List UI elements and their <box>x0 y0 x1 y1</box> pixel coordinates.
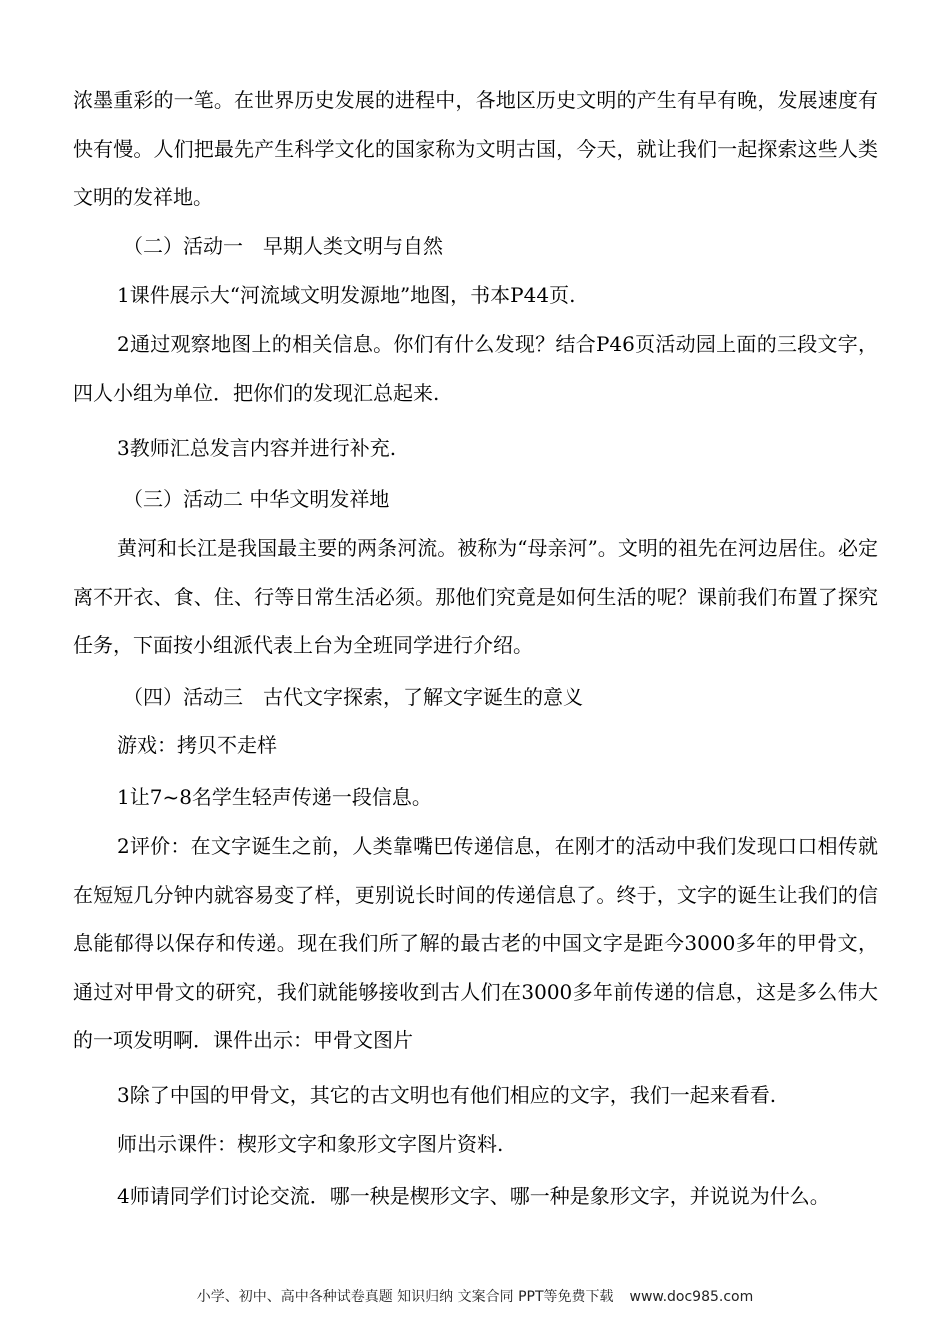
section-heading-activity-one: （二）活动一 早期人类文明与自然 <box>123 234 443 258</box>
footer-text: 小学、初中、高中各种试卷真题 知识归纳 文案合同 PPT等免费下载 <box>196 1289 614 1305</box>
list-item: 2通过观察地图上的相关信息。你们有什么发现？结合P46页活动园上面的三段文字，四人小组为单位．把你们的发现汇总起来. <box>73 332 878 405</box>
paragraph-intro-continuation: 浓墨重彩的一笔。在世界历史发展的进程中，各地区历史文明的产生有早有晚，发展速度有快有慢。人们把最先产生科学文化的国家称为文明古国，今天，就让我们一起探索这些人类文明的发祥地。 <box>73 88 878 209</box>
list-item: 1课件展示大“河流域文明发源地”地图，书本P44页. <box>117 283 576 307</box>
slide-note: 师出示课件：楔形文字和象形文字图片资料. <box>117 1132 504 1156</box>
list-item: 3除了中国的甲骨文，其它的古文明也有他们相应的文字，我们一起来看看. <box>117 1083 777 1107</box>
section-heading-activity-two: （三）活动二 中华文明发祥地 <box>123 487 390 511</box>
section-heading-activity-three: （四）活动三 古代文字探索，了解文字诞生的意义 <box>123 685 583 709</box>
list-item: 2评价：在文字诞生之前，人类靠嘴巴传递信息，在刚才的活动中我们发现口口相传就在短短几分钟内就容易变了样，更别说长时间的传递信息了。终于，文字的诞生让我们的信息能郁得以保存和传递。现在我们所了解的最古老的中国文字是距今3000多年的甲骨文，通过对甲骨文的研究，我们就能够接收到古人们在3000多年前传递的信息，这是多么伟大的一项发明啊．课件出示：甲骨文图片 <box>73 834 878 1052</box>
list-item: 3教师汇总发言内容并进行补充. <box>117 436 397 460</box>
paragraph-rivers: 黄河和长江是我国最主要的两条河流。被称为“母亲河”。文明的祖先在河边居住。必定离不开衣、食、住、行等日常生活必须。那他们究竟是如何生活的呢？课前我们布置了探究任务，下面按小组派代表上台为全班同学进行介绍。 <box>73 536 878 657</box>
footer-site-link[interactable]: www.doc985.com <box>629 1289 754 1305</box>
game-title: 游戏：拷贝不走样 <box>117 733 277 757</box>
list-item: 1让7~8名学生轻声传递一段信息。 <box>117 785 432 809</box>
page-footer <box>0 1286 950 1306</box>
list-item: 4师请同学们讨论交流．哪一秧是楔形文字、哪一种是象形文字，并说说为什么。 <box>117 1184 830 1208</box>
